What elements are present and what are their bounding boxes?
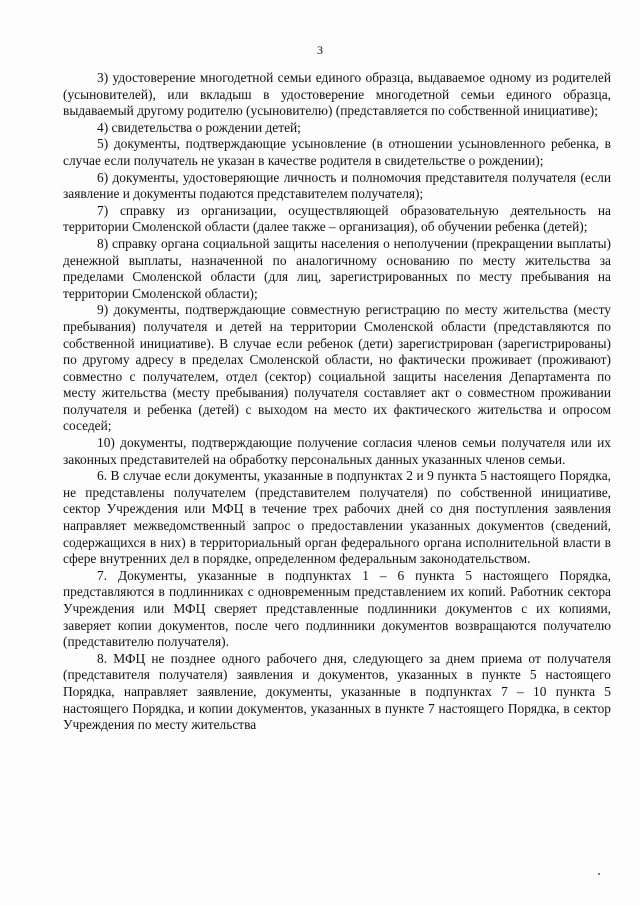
page-number: 3 xyxy=(317,43,323,57)
paragraph-item-5: 5) документы, подтверждающие усыновление (в отношении усыновленного ребенка, в случае если получатель не указан в качестве родителя в свидетельстве о рождении); xyxy=(63,136,611,168)
paragraph-point-8: 8. МФЦ не позднее одного рабочего дня, следующего за днем приема от получателя (представителя получателя) заявления и документов, указанных в пункте 5 настоящего Порядка, направляет заявление, документы, указанные в подпунктах 7 – 10 пункта 5 настоящего Порядка, и копии документов, указанных в пункте 7 настоящего Порядка, в сектор Учреждения по месту жительства xyxy=(63,650,611,733)
paragraph-item-9: 9) документы, подтверждающие совместную регистрацию по месту жительства (месту пребывания) получателя и детей на территории Смоленской области (представляются по собственной инициативе). В случае если ребенок (дети) зарегистрирован (зарегистрированы) по другому адресу в пределах Смоленской области, но фактически проживает (проживают) совместно с получателем, отдел (сектор) социальной защиты населения Департамента по месту жительства (месту пребывания) получателя составляет акт о совместном проживании получателя и ребенка (детей) с выходом на место их фактического жительства и опросом соседей; xyxy=(63,302,611,434)
paragraph-item-8: 8) справку органа социальной защиты населения о неполучении (прекращении выплаты) денежной выплаты, назначенной по аналогичному основанию по месту жительства за пределами Смоленской области (для лиц, зарегистрированных по месту пребывания на территории Смоленской области); xyxy=(63,235,611,301)
scan-speck xyxy=(598,873,600,875)
document-body xyxy=(63,70,611,734)
paragraph-point-7: 7. Документы, указанные в подпунктах 1 – 6 пункта 5 настоящего Порядка, представляются в подлинниках с одновременным представлением их копий. Работник сектора Учреждения или МФЦ сверяет представленные подлинники документов с их копиями, заверяет копии документов, после чего подлинники документов возвращаются получателю (представителю получателя). xyxy=(63,567,611,650)
paragraph-item-6: 6) документы, удостоверяющие личность и полномочия представителя получателя (если заявление и документы подаются представителем получателя); xyxy=(63,169,611,202)
paragraph-item-4: 4) свидетельства о рождении детей; xyxy=(97,119,301,135)
paragraph-point-6: 6. В случае если документы, указанные в подпунктах 2 и 9 пункта 5 настоящего Порядка, не представлены получателем (представителем получателя) по собственной инициативе, сектор Учреждения или МФЦ в течение трех рабочих дней со дня поступления заявления направляет межведомственный запрос о предоставлении указанных документов (сведений, содержащихся в них) в территориальный орган федерального органа исполнительной власти в сфере внутренних дел в порядке, определенном федеральным законодательством. xyxy=(63,468,611,567)
paragraph-item-10: 10) документы, подтверждающие получение согласия членов семьи получателя или их законных представителей на обработку персональных данных указанных членов семьи. xyxy=(63,435,611,467)
paragraph-item-3: 3) удостоверение многодетной семьи единого образца, выдаваемое одному из родителей (усыновителей), или вкладыш в удостоверение многодетной семьи единого образца, выдаваемый другому родителю (усыновителю) (представляется по собственной инициативе); xyxy=(63,70,611,119)
paragraph-item-7: 7) справку из организации, осуществляющей образовательную деятельность на территории Смоленской области (далее также – организация), об обучении ребенка (детей); xyxy=(63,202,611,235)
